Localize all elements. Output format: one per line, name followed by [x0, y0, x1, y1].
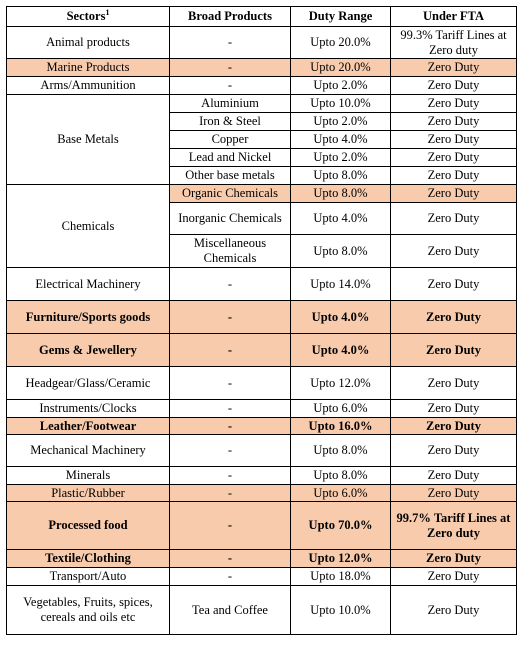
sector-cell: Transport/Auto: [7, 568, 170, 586]
fta-cell: Zero Duty: [391, 334, 517, 367]
fta-cell: Zero Duty: [391, 586, 517, 635]
header-row: [7, 7, 517, 27]
sector-cell: Chemicals: [7, 185, 170, 268]
product-cell: Inorganic Chemicals: [170, 203, 291, 235]
duty-range-cell: Upto 4.0%: [291, 301, 391, 334]
duty-range-cell: Upto 20.0%: [291, 27, 391, 59]
fta-cell: Zero Duty: [391, 367, 517, 400]
fta-cell: Zero Duty: [391, 113, 517, 131]
product-cell: -: [170, 435, 291, 467]
product-cell: Other base metals: [170, 167, 291, 185]
product-cell: Lead and Nickel: [170, 149, 291, 167]
fta-cell: Zero Duty: [391, 59, 517, 77]
sector-cell: Minerals: [7, 467, 170, 485]
product-cell: -: [170, 59, 291, 77]
fta-cell: Zero Duty: [391, 568, 517, 586]
table-row: [7, 586, 517, 635]
product-cell: -: [170, 268, 291, 301]
product-cell: -: [170, 568, 291, 586]
duty-range-cell: Upto 14.0%: [291, 268, 391, 301]
sector-cell: Textile/Clothing: [7, 550, 170, 568]
table-row: [7, 367, 517, 400]
sector-cell: Animal products: [7, 27, 170, 59]
fta-cell: Zero Duty: [391, 467, 517, 485]
table-row: [7, 568, 517, 586]
fta-cell: Zero Duty: [391, 203, 517, 235]
sector-cell: Leather/Footwear: [7, 418, 170, 435]
duty-range-cell: Upto 2.0%: [291, 77, 391, 95]
fta-cell: Zero Duty: [391, 435, 517, 467]
duty-range-cell: Upto 4.0%: [291, 334, 391, 367]
duty-range-cell: Upto 16.0%: [291, 418, 391, 435]
header-broad-products: Broad Products: [170, 7, 291, 27]
table-row: [7, 185, 517, 203]
fta-cell: 99.3% Tariff Lines at Zero duty: [391, 27, 517, 59]
sector-cell: Furniture/Sports goods: [7, 301, 170, 334]
fta-cell: Zero Duty: [391, 235, 517, 268]
duty-range-cell: Upto 6.0%: [291, 485, 391, 502]
duty-range-cell: Upto 8.0%: [291, 235, 391, 268]
table-row: [7, 77, 517, 95]
duty-range-cell: Upto 8.0%: [291, 467, 391, 485]
product-cell: -: [170, 485, 291, 502]
sector-cell: Headgear/Glass/Ceramic: [7, 367, 170, 400]
product-cell: Copper: [170, 131, 291, 149]
table-row: [7, 400, 517, 418]
fta-cell: Zero Duty: [391, 400, 517, 418]
table-row: [7, 27, 517, 59]
product-cell: -: [170, 467, 291, 485]
sector-cell: Vegetables, Fruits, spices, cereals and oils etc: [7, 586, 170, 635]
sector-cell: Gems & Jewellery: [7, 334, 170, 367]
fta-cell: Zero Duty: [391, 77, 517, 95]
product-cell: -: [170, 27, 291, 59]
table-row: [7, 334, 517, 367]
sector-cell: Base Metals: [7, 95, 170, 185]
fta-cell: Zero Duty: [391, 418, 517, 435]
duty-range-cell: Upto 20.0%: [291, 59, 391, 77]
duty-range-cell: Upto 18.0%: [291, 568, 391, 586]
table-row: [7, 485, 517, 502]
product-cell: -: [170, 418, 291, 435]
fta-cell: Zero Duty: [391, 167, 517, 185]
sector-cell: Marine Products: [7, 59, 170, 77]
product-cell: Aluminium: [170, 95, 291, 113]
sector-cell: Processed food: [7, 502, 170, 550]
product-cell: Tea and Coffee: [170, 586, 291, 635]
fta-cell: Zero Duty: [391, 301, 517, 334]
sector-cell: Plastic/Rubber: [7, 485, 170, 502]
header-sectors: Sectors$^1$: [7, 7, 170, 27]
duty-range-cell: Upto 8.0%: [291, 435, 391, 467]
table-row: [7, 418, 517, 435]
product-cell: Iron & Steel: [170, 113, 291, 131]
duty-range-cell: Upto 8.0%: [291, 167, 391, 185]
sector-cell: Instruments/Clocks: [7, 400, 170, 418]
table-row: [7, 95, 517, 113]
table-row: [7, 435, 517, 467]
table-row: [7, 467, 517, 485]
fta-cell: Zero Duty: [391, 185, 517, 203]
product-cell: -: [170, 400, 291, 418]
sector-cell: Mechanical Machinery: [7, 435, 170, 467]
duty-range-cell: Upto 4.0%: [291, 131, 391, 149]
product-cell: -: [170, 502, 291, 550]
duty-range-cell: Upto 12.0%: [291, 367, 391, 400]
fta-cell: Zero Duty: [391, 550, 517, 568]
duty-range-cell: Upto 4.0%: [291, 203, 391, 235]
header-duty-range: Duty Range: [291, 7, 391, 27]
duty-range-cell: Upto 2.0%: [291, 113, 391, 131]
product-cell: -: [170, 550, 291, 568]
product-cell: Organic Chemicals: [170, 185, 291, 203]
duty-range-cell: Upto 6.0%: [291, 400, 391, 418]
footnote-marker: 1: [105, 7, 110, 17]
duty-table: [6, 6, 517, 635]
table-row: [7, 502, 517, 550]
table-row: [7, 268, 517, 301]
product-cell: -: [170, 367, 291, 400]
table-row: [7, 550, 517, 568]
fta-cell: 99.7% Tariff Lines at Zero duty: [391, 502, 517, 550]
duty-range-cell: Upto 10.0%: [291, 586, 391, 635]
duty-range-cell: Upto 10.0%: [291, 95, 391, 113]
product-cell: -: [170, 301, 291, 334]
fta-cell: Zero Duty: [391, 95, 517, 113]
fta-cell: Zero Duty: [391, 485, 517, 502]
product-cell: Miscellaneous Chemicals: [170, 235, 291, 268]
duty-range-cell: Upto 2.0%: [291, 149, 391, 167]
sector-cell: Arms/Ammunition: [7, 77, 170, 95]
table-row: [7, 59, 517, 77]
duty-range-cell: Upto 8.0%: [291, 185, 391, 203]
fta-cell: Zero Duty: [391, 149, 517, 167]
duty-range-cell: Upto 12.0%: [291, 550, 391, 568]
product-cell: -: [170, 334, 291, 367]
fta-cell: Zero Duty: [391, 268, 517, 301]
sector-cell: Electrical Machinery: [7, 268, 170, 301]
fta-cell: Zero Duty: [391, 131, 517, 149]
duty-range-cell: Upto 70.0%: [291, 502, 391, 550]
table-row: [7, 301, 517, 334]
header-under-fta: Under FTA: [391, 7, 517, 27]
product-cell: -: [170, 77, 291, 95]
